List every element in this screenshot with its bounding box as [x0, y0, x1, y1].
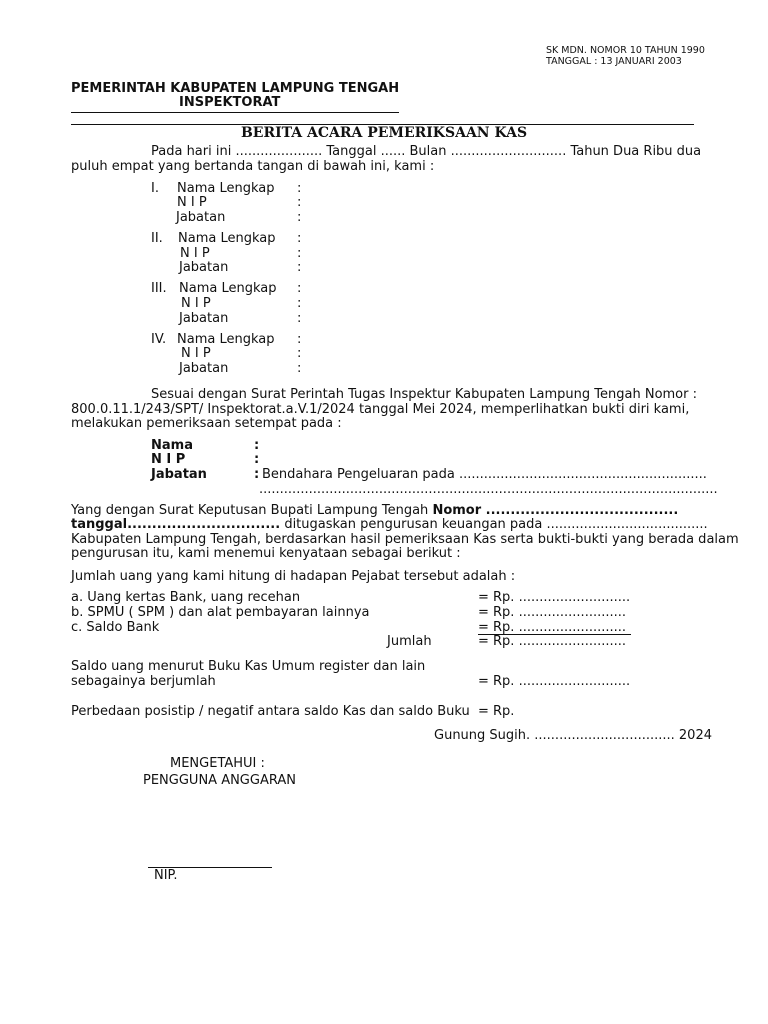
- cash-item-value: = Rp. ..........................: [478, 620, 627, 635]
- decree-line-4: pengurusan itu, kami menemui kenyataan sebagai berikut :: [71, 546, 461, 561]
- colon: :: [297, 260, 302, 275]
- person-number: II.: [151, 231, 163, 246]
- decree-text: Yang dengan Surat Keputusan Bupati Lampung Tengah: [71, 503, 433, 518]
- person-nama-label: Nama Lengkap: [178, 231, 276, 246]
- cash-item-label: b. SPMU ( SPM ) dan alat pembayaran lainnya: [71, 605, 370, 620]
- acknowledged-label: MENGETAHUI :: [170, 756, 265, 771]
- person-nama-label: Nama Lengkap: [177, 332, 275, 347]
- decree-line-2: [71, 517, 708, 532]
- examined-jabatan-label: Jabatan: [151, 467, 207, 482]
- place-date: Gunung Sugih. .................................. 2024: [434, 728, 712, 743]
- person-jabatan-label: Jabatan: [179, 361, 229, 376]
- colon: :: [297, 346, 302, 361]
- colon: :: [297, 361, 302, 376]
- reference-sk: SK MDN. NOMOR 10 TAHUN 1990: [546, 45, 705, 56]
- book-balance-line-2: sebagainya berjumlah: [71, 674, 216, 689]
- book-balance-value: = Rp. ...........................: [478, 674, 631, 689]
- person-number: I.: [151, 181, 159, 196]
- colon: :: [297, 181, 302, 196]
- colon: :: [297, 281, 302, 296]
- colon: :: [297, 332, 302, 347]
- person-nama-label: Nama Lengkap: [179, 281, 277, 296]
- person-jabatan-label: Jabatan: [176, 210, 226, 225]
- person-jabatan-label: Jabatan: [179, 260, 229, 275]
- cash-item-value: = Rp. ...........................: [478, 590, 631, 605]
- decree-number: Nomor .......................................: [432, 503, 679, 518]
- person-nama-label: Nama Lengkap: [177, 181, 275, 196]
- colon: :: [297, 231, 302, 246]
- cash-count-intro: Jumlah uang yang kami hitung di hadapan Pejabat tersebut adalah :: [71, 569, 516, 584]
- intro-line-1: Pada hari ini ..................... Tanggal ...... Bulan ............................ Tahun Dua Ribu dua: [151, 144, 702, 159]
- examined-jabatan-value: Bendahara Pengeluaran pada ............................................................: [262, 467, 707, 482]
- total-value: = Rp. ..........................: [478, 634, 627, 649]
- decree-date: tanggal...............................: [71, 517, 281, 532]
- agency-name: PEMERINTAH KABUPATEN LAMPUNG TENGAH: [71, 81, 400, 96]
- cash-item-label: a. Uang kertas Bank, uang recehan: [71, 590, 301, 605]
- book-balance-line-1: Saldo uang menurut Buku Kas Umum register dan lain: [71, 659, 426, 674]
- colon: :: [254, 452, 260, 467]
- intro-line-2: puluh empat yang bertanda tangan di bawah ini, kami :: [71, 159, 435, 174]
- person-nip-label: N I P: [181, 296, 211, 311]
- signer-nip: NIP.: [154, 868, 178, 883]
- colon: :: [297, 296, 302, 311]
- header-divider: [71, 112, 399, 113]
- colon: :: [254, 438, 260, 453]
- difference-label: Perbedaan posistip / negatif antara saldo Kas dan saldo Buku: [71, 704, 470, 719]
- person-nip-label: N I P: [181, 346, 211, 361]
- cash-item-value: = Rp. ..........................: [478, 605, 627, 620]
- examined-jabatan-cont: ...............................................................................................................: [259, 482, 718, 497]
- assignment-line-3: melakukan pemeriksaan setempat pada :: [71, 416, 342, 431]
- decree-line-1: [71, 503, 678, 518]
- agency-unit: INSPEKTORAT: [179, 95, 281, 110]
- decree-line-3: Kabupaten Lampung Tengah, berdasarkan hasil pemeriksaan Kas serta bukti-bukti yang berada dalam: [71, 532, 739, 547]
- person-number: IV.: [151, 332, 167, 347]
- cash-item-label: c. Saldo Bank: [71, 620, 160, 635]
- total-label: Jumlah: [387, 634, 432, 649]
- person-nip-label: N I P: [177, 195, 207, 210]
- colon: :: [297, 195, 302, 210]
- assignment-line-1: Sesuai dengan Surat Perintah Tugas Inspektur Kabupaten Lampung Tengah Nomor :: [151, 387, 697, 402]
- difference-value: = Rp.: [478, 704, 515, 719]
- assignment-line-2: 800.0.11.1/243/SPT/ Inspektorat.a.V.1/2024 tanggal Mei 2024, memperlihatkan bukti diri kami,: [71, 402, 690, 417]
- page-title: BERITA ACARA PEMERIKSAAN KAS: [240, 125, 528, 141]
- colon: :: [297, 210, 302, 225]
- signer-role: PENGGUNA ANGGARAN: [143, 773, 296, 788]
- colon: :: [254, 467, 260, 482]
- colon: :: [297, 311, 302, 326]
- decree-text: ditugaskan pengurusan keuangan pada .......................................: [280, 517, 708, 532]
- reference-date: TANGGAL : 13 JANUARI 2003: [546, 56, 682, 67]
- examined-nama-label: Nama: [151, 438, 193, 453]
- person-number: III.: [151, 281, 167, 296]
- examined-nip-label: N I P: [151, 452, 186, 467]
- person-jabatan-label: Jabatan: [179, 311, 229, 326]
- colon: :: [297, 246, 302, 261]
- person-nip-label: N I P: [180, 246, 210, 261]
